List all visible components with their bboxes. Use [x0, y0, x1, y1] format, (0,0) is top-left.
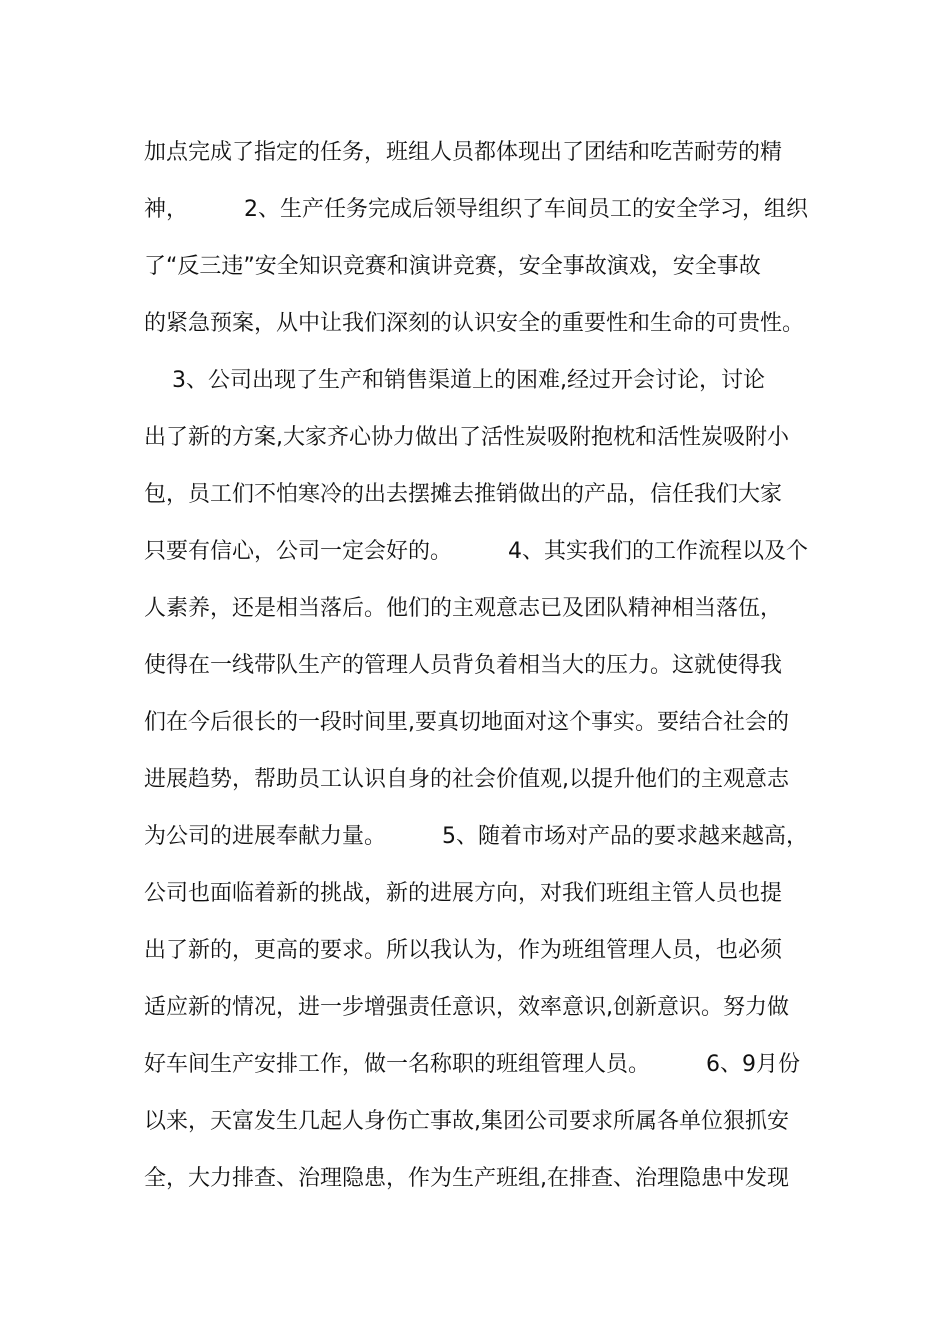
text-line: 3、公司出现了生产和销售渠道上的困难,经过开会讨论，讨论 — [144, 368, 765, 393]
text-line: 好车间生产安排工作，做一名称职的班组管理人员。 6、9月份 — [144, 1052, 800, 1077]
text-line: 们在今后很长的一段时间里,要真切地面对这个事实。要结合社会的 — [144, 710, 789, 735]
text-line: 只要有信心，公司一定会好的。 4、其实我们的工作流程以及个 — [144, 539, 808, 564]
text-line: 神， 2、生产任务完成后领导组织了车间员工的安全学习，组织 — [144, 197, 808, 222]
text-line: 出了新的方案,大家齐心协力做出了活性炭吸附抱枕和活性炭吸附小 — [144, 425, 789, 450]
text-line: 公司也面临着新的挑战，新的进展方向，对我们班组主管人员也提 — [144, 881, 783, 906]
text-line: 适应新的情况，进一步增强责任意识，效率意识,创新意识。努力做 — [144, 995, 789, 1020]
text-line: 的紧急预案，从中让我们深刻的认识安全的重要性和生命的可贵性。 — [144, 311, 805, 336]
text-line: 使得在一线带队生产的管理人员背负着相当大的压力。这就使得我 — [144, 653, 783, 678]
text-line: 进展趋势，帮助员工认识自身的社会价值观,以提升他们的主观意志 — [144, 767, 789, 792]
text-line: 全，大力排查、治理隐患，作为生产班组,在排查、治理隐患中发现 — [144, 1166, 789, 1191]
text-line: 包，员工们不怕寒冷的出去摆摊去推销做出的产品，信任我们大家 — [144, 482, 783, 507]
text-line: 加点完成了指定的任务，班组人员都体现出了团结和吃苦耐劳的精 — [144, 140, 783, 165]
text-line: 出了新的，更高的要求。所以我认为，作为班组管理人员，也必须 — [144, 938, 783, 963]
text-line: 人素养，还是相当落后。他们的主观意志已及团队精神相当落伍， — [144, 596, 783, 621]
text-line: 以来，天富发生几起人身伤亡事故,集团公司要求所属各单位狠抓安 — [144, 1109, 789, 1134]
text-line: 了“反三违”安全知识竞赛和演讲竞赛，安全事故演戏，安全事故 — [144, 254, 761, 279]
text-line: 为公司的进展奉献力量。 5、随着市场对产品的要求越来越高， — [144, 824, 808, 849]
